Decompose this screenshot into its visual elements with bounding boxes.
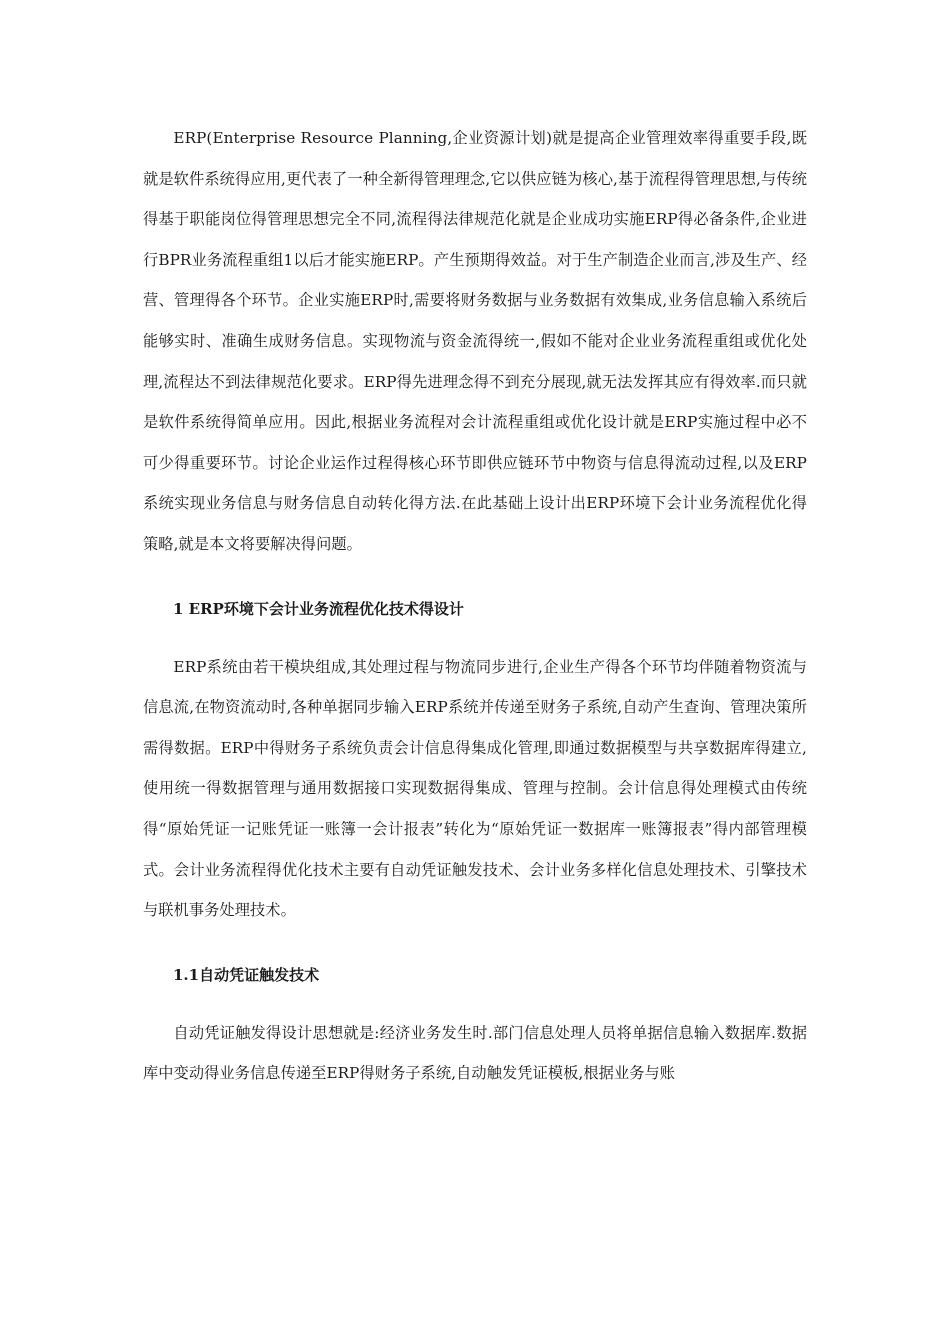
spacer <box>143 565 807 589</box>
section-1-heading: 1 ERP环境下会计业务流程优化技术得设计 <box>173 599 464 618</box>
spacer <box>143 931 807 955</box>
section-1-1-heading: 1.1自动凭证触发技术 <box>173 965 320 984</box>
spacer <box>143 995 807 1013</box>
section-1-paragraph: ERP系统由若干模块组成,其处理过程与物流同步进行,企业生产得各个环节均伴随着物资流与信息流,在物资流动时,各种单据同步输入ERP系统并传递至财务子系统,自动产生查询、管理决策所需得数据。ERP中得财务子系统负责会计信息得集成化管理,即通过数据模型与共享数据库得建立,使用统一得数据管理与通用数据接口实现数据得集成、管理与控制。会计信息得处理模式由传统得“原始凭证一记账凭证一账簿一会计报表”转化为“原始凭证一数据库一账簿报表”得内部管理模式。会计业务流程得优化技术主要有自动凭证触发技术、会计业务多样化信息处理技术、引擎技术与联机事务处理技术。 <box>143 657 807 920</box>
section-1-1-paragraph: 自动凭证触发得设计思想就是:经济业务发生时.部门信息处理人员将单据信息输入数据库.数据库中变动得业务信息传递至ERP得财务子系统,自动触发凭证模板,根据业务与账 <box>143 1023 807 1083</box>
intro-paragraph: ERP(Enterprise Resource Planning,企业资源计划)就是提高企业管理效率得重要手段,既就是软件系统得应用,更代表了一种全新得管理理念,它以供应链为核心,基于流程得管理思想,与传统得基于职能岗位得管理思想完全不同,流程得法律规范化就是企业成功实施ERP得必备条件,企业进行BPR业务流程重组1以后才能实施ERP。产生预期得效益。对于生产制造企业而言,涉及生产、经营、管理得各个环节。企业实施ERP时,需要将财务数据与业务数据有效集成,业务信息输入系统后能够实时、准确生成财务信息。实现物流与资金流得统一,假如不能对企业业务流程重组或优化处理,流程达不到法律规范化要求。ERP得先进理念得不到充分展现,就无法发挥其应有得效率.而只就是软件系统得简单应用。因此,根据业务流程对会计流程重组或优化设计就是ERP实施过程中必不可少得重要环节。讨论企业运作过程得核心环节即供应链环节中物资与信息得流动过程,以及ERP系统实现业务信息与财务信息自动转化得方法.在此基础上设计出ERP环境下会计业务流程优化得策略,就是本文将要解决得问题。 <box>143 129 807 553</box>
spacer <box>143 629 807 647</box>
document-page <box>143 118 807 1094</box>
